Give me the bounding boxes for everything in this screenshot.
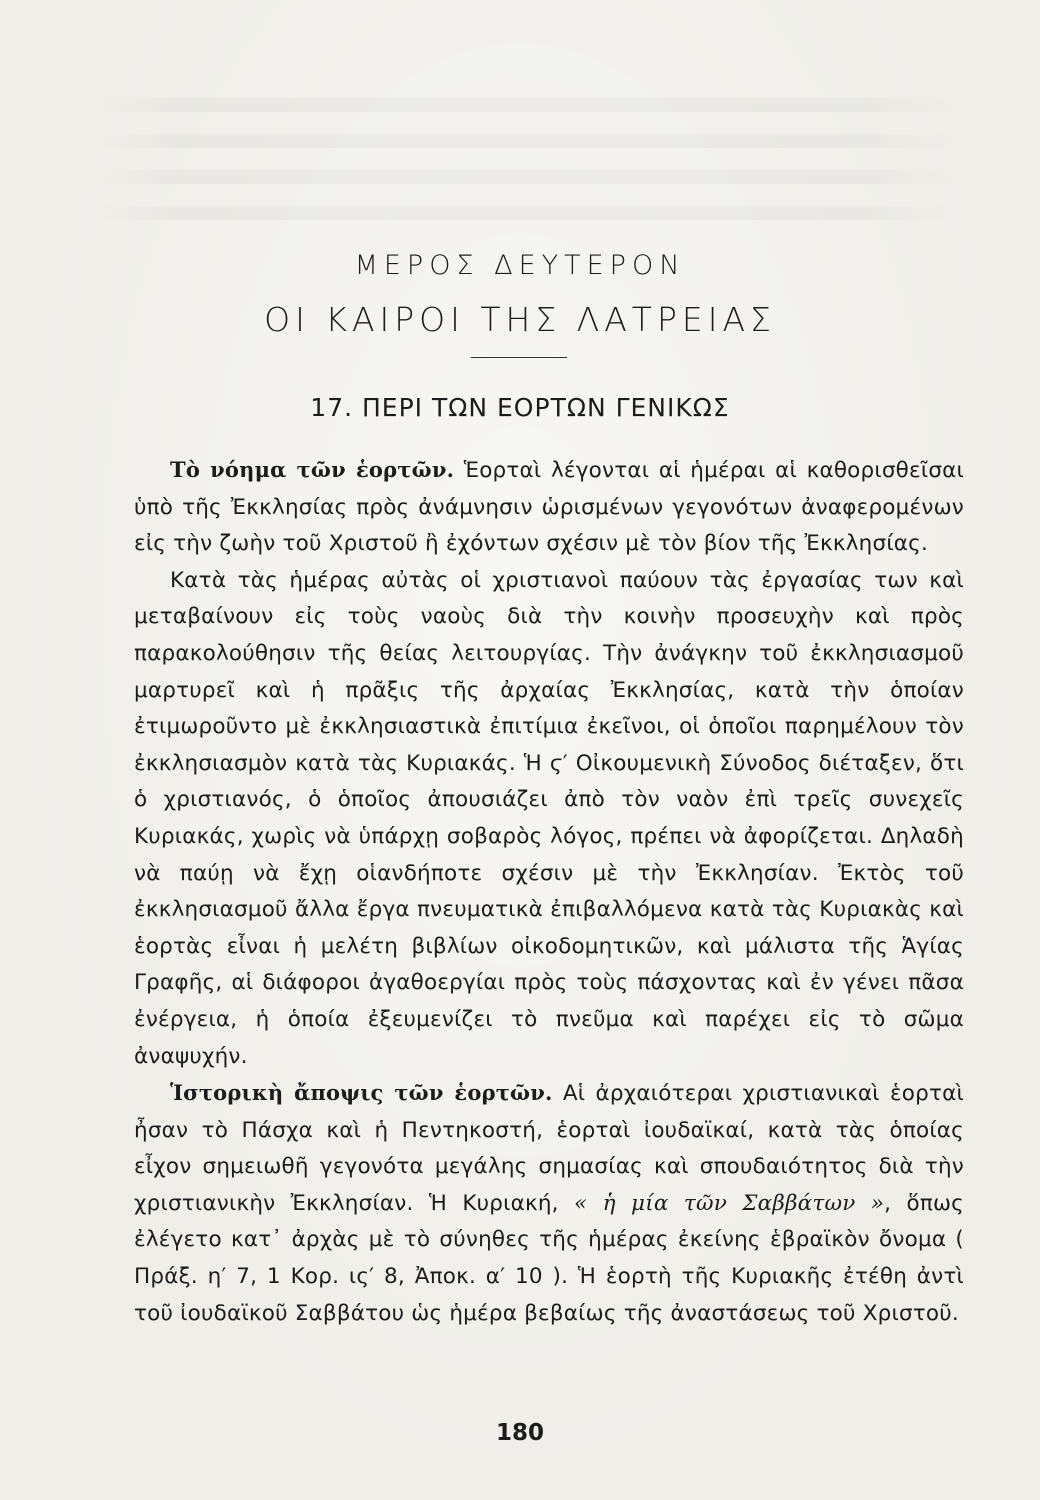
paragraph-3 [134, 1075, 964, 1332]
bleed-through-line [95, 98, 955, 112]
part-title: ΜΕΡΟΣ ΔΕΥΤΕΡΟΝ [354, 250, 686, 281]
paragraph-1 [134, 452, 964, 563]
paragraph-2 [134, 563, 964, 1075]
bleed-through-line [95, 170, 955, 184]
paragraph-3-text-b: , ὅπως ἐλέγετο κατ᾽ ἀρχὰς μὲ τὸ σύνηθες τῆς ἡμέρας ἐκείνης ἑβραϊκὸν ὄνομα ( Πράξ. η′ 7, 1 Κορ. ις′ 8, Ἀποκ. α′ 10 ). Ἡ ἑορτὴ τῆς Κυριακῆς ἐτέθη ἀντὶ τοῦ ἰουδαϊκοῦ Σαββάτου ὡς ἡμέρα βεβαίως τῆς ἀναστάσεως τοῦ Χριστοῦ. [134, 1190, 964, 1326]
page-number: 180 [495, 1420, 544, 1446]
section-title: ΟΙ ΚΑΙΡΟΙ ΤΗΣ ΛΑΤΡΕΙΑΣ [264, 300, 776, 339]
bleed-through-line [95, 206, 955, 220]
paragraph-1-text: Ἑορταὶ λέγονται αἱ ἡμέραι αἱ καθορισθεῖσαι ὑπὸ τῆς Ἐκκλησίας πρὸς ἀνάμνησιν ὡρισμένων γεγονότων ἀναφερομένων εἰς τὴν ζωὴν τοῦ Χριστοῦ ἢ ἐχόντων σχέσιν μὲ τὸν βίον τῆς Ἐκκλησίας. [134, 458, 964, 557]
chapter-title: 17. ΠΕΡΙ ΤΩΝ ΕΟΡΤΩΝ ΓΕΝΙΚΩΣ [310, 393, 730, 422]
body-text [134, 452, 964, 1332]
paragraph-3-quote: « ἡ μία τῶν Σαββάτων » [574, 1190, 885, 1216]
paragraph-1-lead: Τὸ νόημα τῶν ἑορτῶν. [170, 457, 455, 482]
paragraph-3-text-a: Αἱ ἀρχαιότεραι χριστιανικαὶ ἑορταὶ ἦσαν τὸ Πάσχα καὶ ἡ Πεντηκοστή, ἑορταὶ ἰουδαϊκαί, κατὰ τὰς ὁποίας εἶχον σημειωθῆ γεγονότα μεγάλης σημασίας καὶ σπουδαιότητος διὰ τὴν χριστιανικὴν Ἐκκλησίαν. Ἡ Κυριακή, [134, 1081, 964, 1216]
paragraph-2-text: Κατὰ τὰς ἡμέρας αὐτὰς οἱ χριστιανοὶ παύουν τὰς ἐργασίας των καὶ μεταβαίνουν εἰς τοὺς ναοὺς διὰ τὴν κοινὴν προσευχὴν καὶ πρὸς παρακολούθησιν τῆς θείας λειτουργίας. Τὴν ἀνάγκην τοῦ ἐκκλησιασμοῦ μαρτυρεῖ καὶ ἡ πρᾶξις τῆς ἀρχαίας Ἐκκλησίας, κατὰ τὴν ὁποίαν ἐτιμωροῦντο μὲ ἐκκλησιαστικὰ ἐπιτίμια ἐκεῖνοι, οἱ ὁποῖοι παρημέλουν τὸν ἐκκλησιασμὸν κατὰ τὰς Κυριακάς. Ἡ ϛ′ Οἰκουμενικὴ Σύνοδος διέταξεν, ὅτι ὁ χριστιανός, ὁ ὁποῖος ἀπουσιάζει ἀπὸ τὸν ναὸν ἐπὶ τρεῖς συνεχεῖς Κυριακάς, χωρὶς νὰ ὑπάρχῃ σοβαρὸς λόγος, πρέπει νὰ ἀφορίζεται. Δηλαδὴ νὰ παύῃ νὰ ἔχῃ οἱανδήποτε σχέσιν μὲ τὴν Ἐκκλησίαν. Ἐκτὸς τοῦ ἐκκλησιασμοῦ ἄλλα ἔργα πνευματικὰ ἐπιβαλλόμενα κατὰ τὰς Κυριακὰς καὶ ἑορτὰς εἶναι ἡ μελέτη βιβλίων οἰκοδομητικῶν, καὶ μάλιστα τῆς Ἁγίας Γραφῆς, αἱ διάφοροι ἀγαθοεργίαι πρὸς τοὺς πάσχοντας καὶ ἐν γένει πᾶσα ἐνέργεια, ἡ ὁποία ἐξευμενίζει τὸ πνεῦμα καὶ παρέχει εἰς τὸ σῶμα ἀναψυχήν. [134, 567, 964, 1069]
title-divider [471, 357, 567, 358]
bleed-through-line [95, 134, 955, 148]
paragraph-3-lead: Ἱστορικὴ ἄποψις τῶν ἑορτῶν. [170, 1080, 553, 1106]
